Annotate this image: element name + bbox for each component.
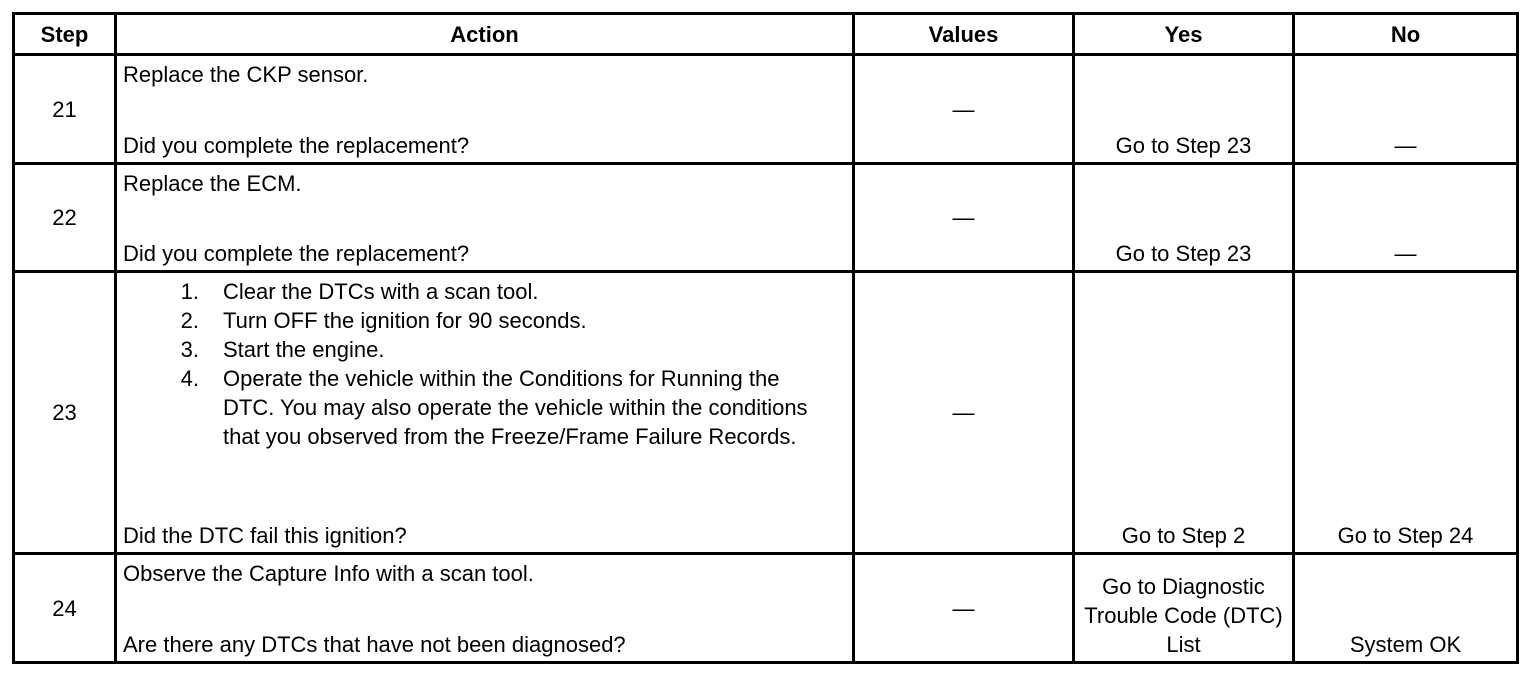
list-item-text: Turn OFF the ignition for 90 seconds. <box>223 308 587 333</box>
yes-cell: Go to Step 23 <box>1074 55 1294 164</box>
action-question: Did the DTC fail this ignition? <box>123 523 407 548</box>
values-cell: — <box>854 55 1074 164</box>
action-cell <box>116 55 854 164</box>
header-no: No <box>1294 14 1518 55</box>
list-item-number: 4. <box>180 366 199 391</box>
diagnostic-table <box>12 12 1519 664</box>
step-number: 22 <box>14 164 116 272</box>
table-row <box>14 55 1518 164</box>
yes-cell: Go to Diagnostic Trouble Code (DTC) List <box>1074 554 1294 663</box>
list-item-text: Start the engine. <box>223 337 385 362</box>
no-cell: — <box>1294 55 1518 164</box>
list-item <box>123 277 846 306</box>
action-cell <box>116 272 854 554</box>
list-item-text: Clear the DTCs with a scan tool. <box>223 279 539 304</box>
list-item-number: 1. <box>180 279 199 304</box>
table-row <box>14 554 1518 663</box>
list-item <box>123 306 846 335</box>
list-item-number: 2. <box>180 308 199 333</box>
header-action: Action <box>116 14 854 55</box>
table-row <box>14 164 1518 272</box>
action-steps-list <box>123 277 846 451</box>
list-item <box>123 335 846 364</box>
list-item-number: 3. <box>180 337 199 362</box>
values-cell: — <box>854 272 1074 554</box>
header-row <box>14 14 1518 55</box>
action-text: Replace the ECM. <box>123 171 302 196</box>
step-number: 24 <box>14 554 116 663</box>
yes-cell: Go to Step 23 <box>1074 164 1294 272</box>
step-number: 23 <box>14 272 116 554</box>
header-step: Step <box>14 14 116 55</box>
table-row <box>14 272 1518 554</box>
action-question: Did you complete the replacement? <box>123 133 470 158</box>
yes-cell: Go to Step 2 <box>1074 272 1294 554</box>
no-cell: Go to Step 24 <box>1294 272 1518 554</box>
header-values: Values <box>854 14 1074 55</box>
action-cell <box>116 554 854 663</box>
list-item <box>123 364 846 451</box>
action-question: Did you complete the replacement? <box>123 241 470 266</box>
values-cell: — <box>854 554 1074 663</box>
no-cell: System OK <box>1294 554 1518 663</box>
action-text: Observe the Capture Info with a scan tool. <box>123 561 534 586</box>
no-cell: — <box>1294 164 1518 272</box>
action-cell <box>116 164 854 272</box>
action-text: Replace the CKP sensor. <box>123 62 369 87</box>
list-item-text: Operate the vehicle within the Conditions for Running the DTC. You may also operate the vehicle within the conditions that you observed from the Freeze/Frame Failure Records. <box>223 366 808 449</box>
action-question: Are there any DTCs that have not been diagnosed? <box>123 632 626 657</box>
values-cell: — <box>854 164 1074 272</box>
header-yes: Yes <box>1074 14 1294 55</box>
step-number: 21 <box>14 55 116 164</box>
